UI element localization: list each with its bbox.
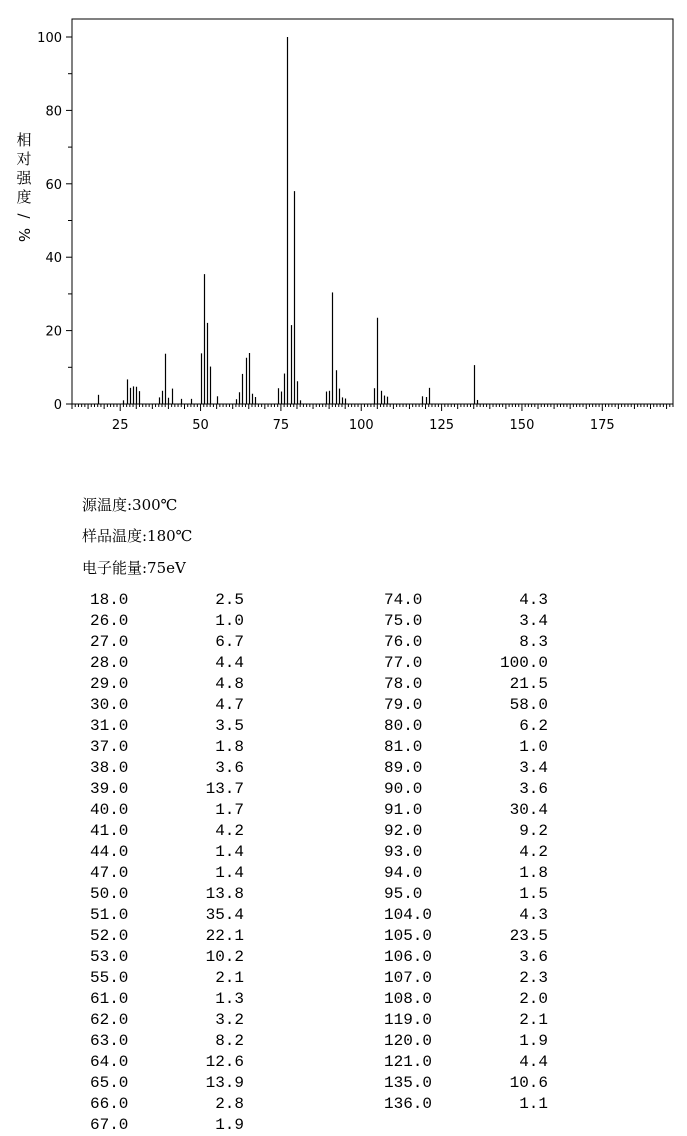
peak-mz: 89.0 [384, 759, 423, 777]
peak-mz: 121.0 [384, 1053, 433, 1071]
y-label-char: 对 [16, 150, 32, 168]
peak-intensity: 1.0 [215, 612, 244, 630]
peak-mz: 63.0 [90, 1032, 129, 1050]
peak-mz: 62.0 [90, 1011, 129, 1029]
peak-intensity: 3.2 [215, 1011, 244, 1029]
peak-mz: 50.0 [90, 885, 129, 903]
peak-mz: 90.0 [384, 780, 423, 798]
peak-intensity: 1.7 [215, 801, 244, 819]
y-tick-label: 0 [53, 398, 62, 413]
y-label-char: / [15, 213, 33, 219]
peak-mz: 78.0 [384, 675, 423, 693]
peak-intensity: 3.6 [519, 780, 548, 798]
peak-mz: 66.0 [90, 1095, 129, 1113]
peak-mz: 55.0 [90, 969, 129, 987]
x-tick-label: 100 [348, 418, 374, 433]
peak-mz: 40.0 [90, 801, 129, 819]
x-tick-label: 25 [111, 418, 129, 433]
peak-mz: 76.0 [384, 633, 423, 651]
peak-intensity: 2.1 [215, 969, 244, 987]
axis-ticks [37, 31, 673, 433]
peak-intensity: 13.9 [205, 1074, 244, 1092]
peak-intensity: 4.2 [215, 822, 244, 840]
y-tick-label: 100 [37, 31, 62, 46]
peak-intensity: 6.2 [519, 717, 548, 735]
y-label-char: 度 [16, 188, 32, 206]
peak-intensity: 1.3 [215, 990, 244, 1008]
peak-intensity: 4.7 [215, 696, 244, 714]
peak-intensity: 3.5 [215, 717, 244, 735]
peak-mz: 81.0 [384, 738, 423, 756]
peak-intensity: 4.4 [215, 654, 244, 672]
x-tick-label: 50 [192, 418, 209, 433]
peak-intensity: 23.5 [509, 927, 548, 945]
peak-mz: 51.0 [90, 906, 129, 924]
peak-intensity: 3.6 [215, 759, 244, 777]
y-label-char: 相 [16, 131, 32, 149]
y-tick-label: 40 [45, 251, 62, 267]
peak-mz: 93.0 [384, 843, 423, 861]
peak-mz: 91.0 [384, 801, 423, 819]
electron-energy: 电子能量:75eV [82, 559, 186, 577]
x-tick-label: 175 [589, 418, 615, 433]
peak-mz: 105.0 [384, 927, 433, 945]
peak-intensity: 3.4 [519, 759, 548, 777]
sample-temperature: 样品温度:180℃ [82, 527, 193, 545]
peak-intensity: 4.3 [519, 591, 548, 609]
peak-intensity: 6.7 [215, 633, 244, 651]
peak-intensity: 4.8 [215, 675, 244, 693]
peak-intensity: 10.6 [509, 1074, 548, 1092]
peak-mz: 65.0 [90, 1074, 129, 1092]
peak-mz: 77.0 [384, 654, 423, 672]
peak-intensity: 100.0 [499, 654, 548, 672]
peak-intensity: 9.2 [519, 822, 548, 840]
peak-intensity: 2.1 [519, 1011, 548, 1029]
peak-mz: 74.0 [384, 591, 423, 609]
peak-intensity: 3.4 [519, 612, 548, 630]
peak-intensity: 1.4 [215, 843, 244, 861]
plot-frame [72, 19, 673, 404]
peak-intensity: 8.2 [215, 1032, 244, 1050]
spectrum-bars [99, 37, 478, 404]
peak-mz: 26.0 [90, 612, 129, 630]
x-tick-label: 125 [429, 418, 455, 433]
peak-mz: 108.0 [384, 990, 433, 1008]
peak-mz: 135.0 [384, 1074, 433, 1092]
peak-mz: 31.0 [90, 717, 129, 735]
peak-mz: 80.0 [384, 717, 423, 735]
peak-intensity: 13.8 [205, 885, 244, 903]
peak-mz: 52.0 [90, 927, 129, 945]
peak-intensity: 22.1 [205, 927, 244, 945]
peak-intensity: 2.8 [215, 1095, 244, 1113]
peak-intensity: 1.9 [519, 1032, 548, 1050]
peak-intensity: 1.1 [519, 1095, 548, 1113]
y-tick-label: 20 [45, 324, 62, 340]
peak-mz: 28.0 [90, 654, 129, 672]
peak-intensity: 1.5 [519, 885, 548, 903]
peak-intensity: 2.0 [519, 990, 548, 1008]
peak-mz: 41.0 [90, 822, 129, 840]
peak-intensity: 4.3 [519, 906, 548, 924]
peak-intensity: 1.8 [215, 738, 244, 756]
peak-mz: 106.0 [384, 948, 433, 966]
peak-mz: 53.0 [90, 948, 129, 966]
peak-mz: 38.0 [90, 759, 129, 777]
x-tick-label: 150 [509, 418, 535, 433]
y-label-char: 强 [16, 169, 32, 187]
peak-intensity: 35.4 [205, 906, 244, 924]
peak-intensity: 1.4 [215, 864, 244, 882]
peak-mz: 64.0 [90, 1053, 129, 1071]
peak-intensity: 4.4 [519, 1053, 548, 1071]
peak-mz: 136.0 [384, 1095, 433, 1113]
y-tick-label: 60 [45, 177, 62, 193]
peak-mz: 18.0 [90, 591, 129, 609]
y-axis-label [15, 131, 33, 242]
peak-mz: 30.0 [90, 696, 129, 714]
x-tick-label: 75 [272, 418, 290, 433]
peak-intensity: 3.6 [519, 948, 548, 966]
y-label-char: % [15, 227, 33, 243]
peak-mz: 120.0 [384, 1032, 433, 1050]
peak-mz: 75.0 [384, 612, 423, 630]
peak-mz: 92.0 [384, 822, 423, 840]
y-tick-label: 80 [45, 104, 62, 120]
peak-intensity: 30.4 [509, 801, 548, 819]
peak-intensity: 10.2 [205, 948, 244, 966]
peak-mz: 67.0 [90, 1116, 129, 1134]
peak-intensity: 58.0 [509, 696, 548, 714]
peak-mz: 119.0 [384, 1011, 433, 1029]
peak-intensity: 2.3 [519, 969, 548, 987]
peak-mz: 94.0 [384, 864, 423, 882]
peak-intensity: 21.5 [509, 675, 548, 693]
peak-mz: 37.0 [90, 738, 129, 756]
peak-mz: 61.0 [90, 990, 129, 1008]
peak-intensity: 4.2 [519, 843, 548, 861]
peak-mz: 107.0 [384, 969, 433, 987]
peak-mz: 29.0 [90, 675, 129, 693]
peak-intensity: 2.5 [215, 591, 244, 609]
peak-mz: 27.0 [90, 633, 129, 651]
source-temperature: 源温度:300℃ [82, 496, 178, 514]
peak-intensity: 1.0 [519, 738, 548, 756]
mass-spectrum-chart [0, 0, 687, 440]
peak-intensity: 8.3 [519, 633, 548, 651]
peak-mz: 44.0 [90, 843, 129, 861]
peak-mz: 95.0 [384, 885, 423, 903]
peak-mz: 39.0 [90, 780, 129, 798]
peak-mz: 47.0 [90, 864, 129, 882]
peak-intensity: 1.9 [215, 1116, 244, 1134]
peak-mz: 79.0 [384, 696, 423, 714]
peak-mz: 104.0 [384, 906, 433, 924]
peak-intensity: 1.8 [519, 864, 548, 882]
peak-intensity: 12.6 [205, 1053, 244, 1071]
peak-intensity: 13.7 [205, 780, 244, 798]
